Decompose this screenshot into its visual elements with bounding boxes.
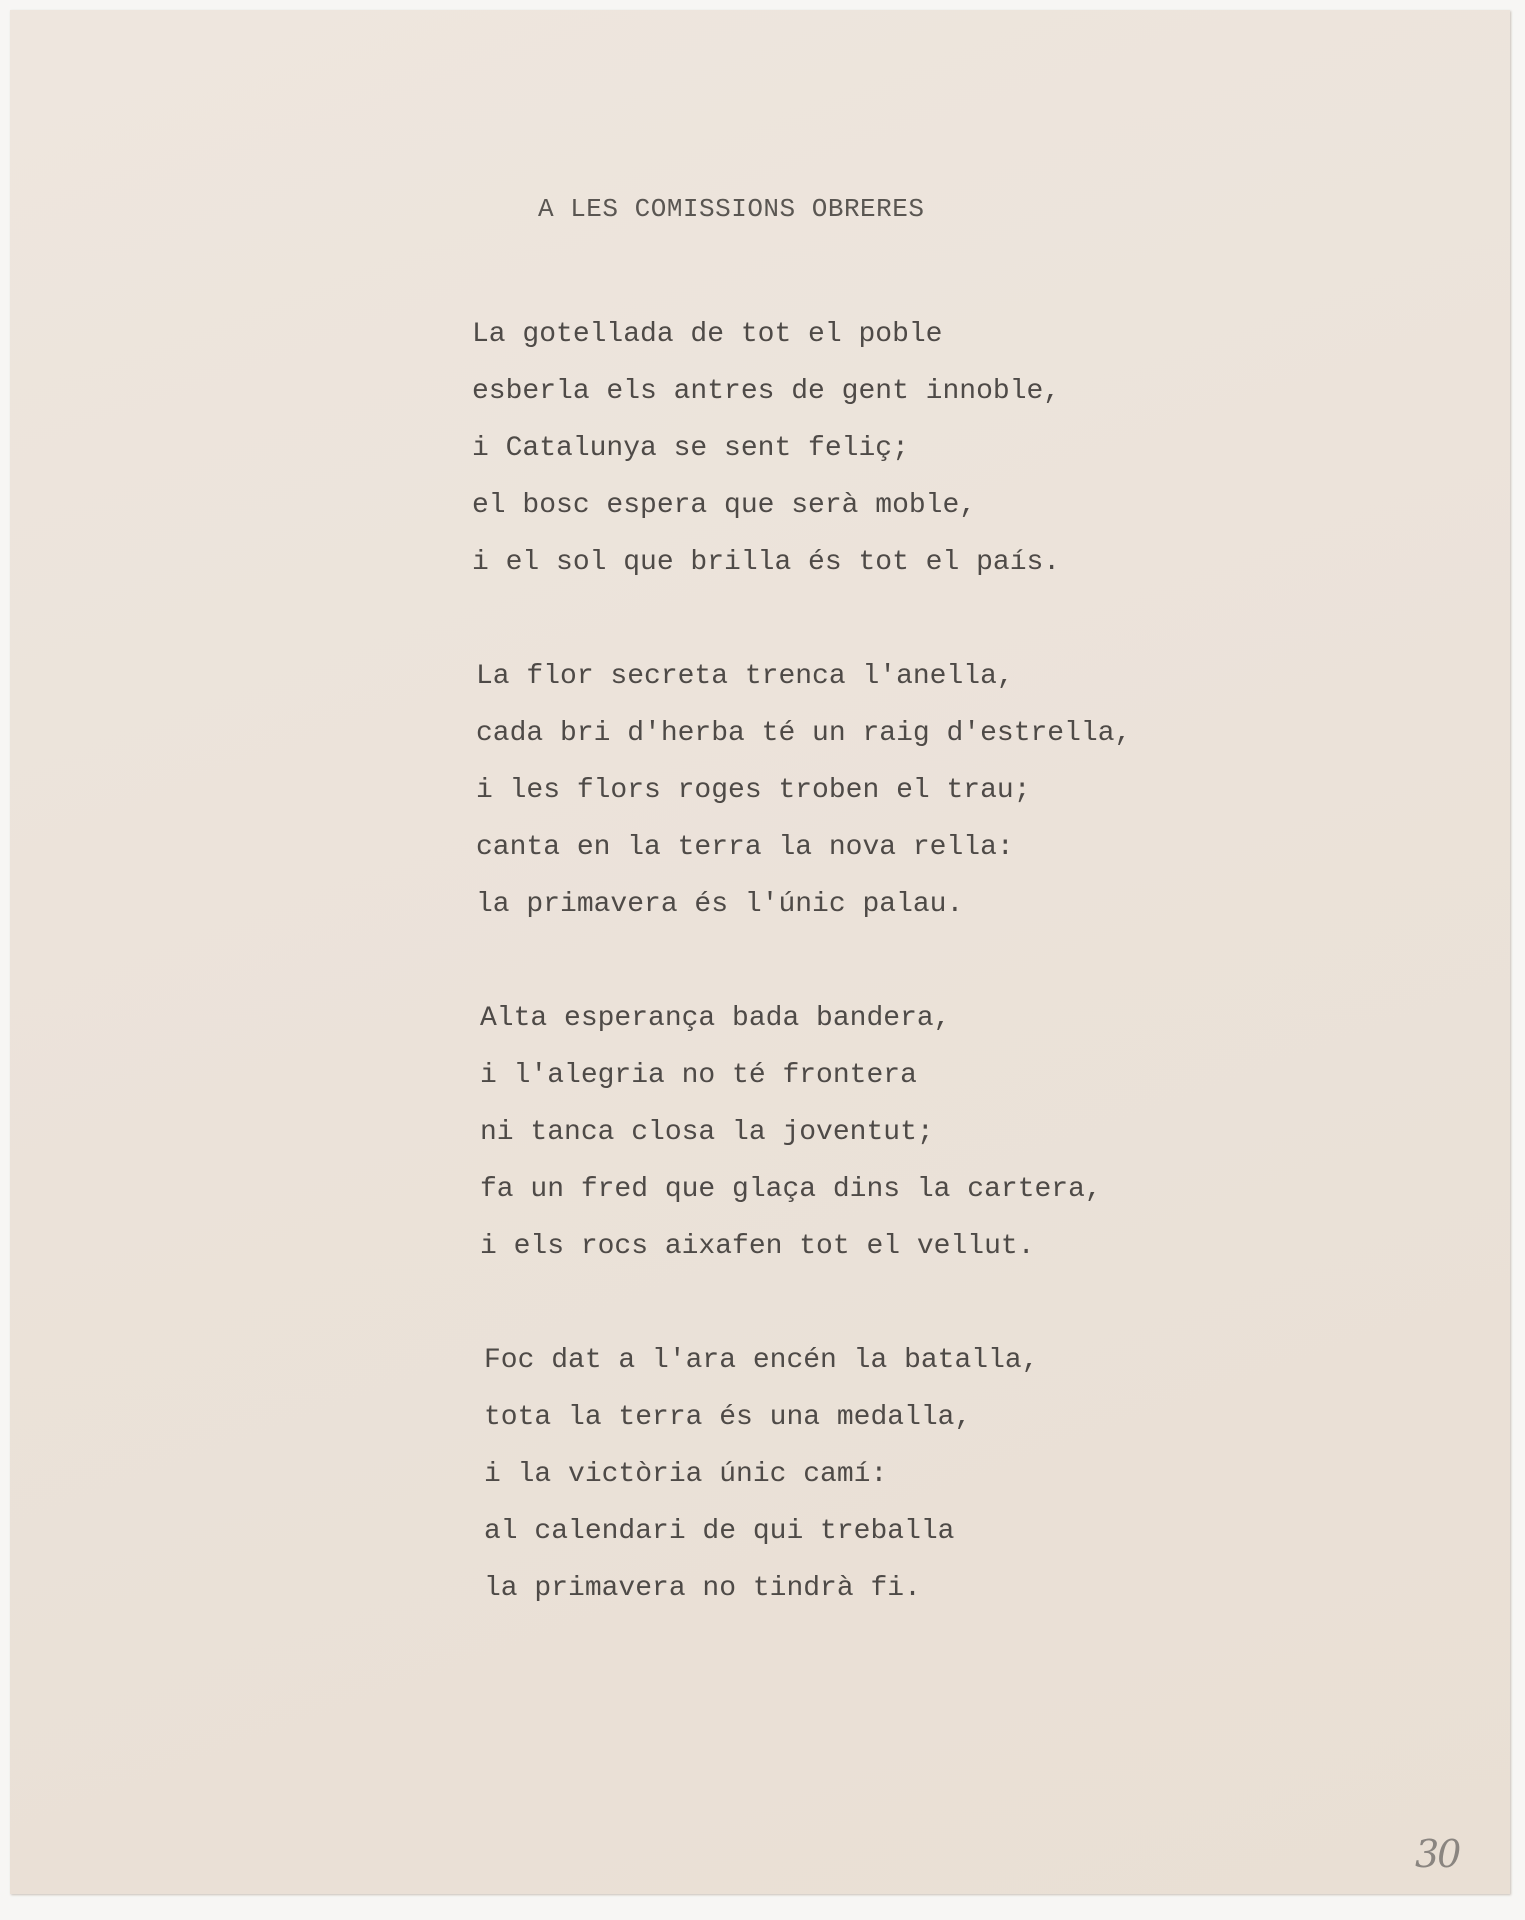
stanza [472,306,1131,591]
verse-line: el bosc espera que serà moble, [472,490,977,521]
typewritten-page [10,10,1510,1894]
stanza [480,990,1131,1275]
verse-line: i els rocs aixafen tot el vellut. [480,1231,1035,1262]
verse-line: i la victòria únic camí: [484,1459,888,1490]
verse-line: la primavera és l'únic palau. [476,889,964,920]
verse-line: tota la terra és una medalla, [484,1402,972,1433]
verse-line: Alta esperança bada bandera, [480,1003,951,1034]
verse-line: canta en la terra la nova rella: [476,832,1014,863]
verse-line: ni tanca closa la joventut; [480,1117,934,1148]
verse-line: La flor secreta trenca l'anella, [476,661,1014,692]
verse-line: i Catalunya se sent feliç; [472,433,909,464]
poem-title: A LES COMISSIONS OBRERES [538,194,925,224]
verse-line: La gotellada de tot el poble [472,319,943,350]
verse-line: i les flors roges troben el trau; [476,775,1031,806]
verse-line: cada bri d'herba té un raig d'estrella, [476,718,1132,749]
verse-line: Foc dat a l'ara encén la batalla, [484,1345,1039,1376]
verse-line: i el sol que brilla és tot el país. [472,547,1061,578]
verse-line: al calendari de qui treballa [484,1516,955,1547]
verse-line: la primavera no tindrà fi. [484,1573,921,1604]
handwritten-page-number: 30 [1415,1832,1460,1876]
verse-line: i l'alegria no té frontera [480,1060,917,1091]
stanza [484,1332,1131,1617]
stanza [476,648,1131,933]
verse-line: fa un fred que glaça dins la cartera, [480,1174,1102,1205]
poem-body [472,306,1131,1674]
verse-line: esberla els antres de gent innoble, [472,376,1061,407]
